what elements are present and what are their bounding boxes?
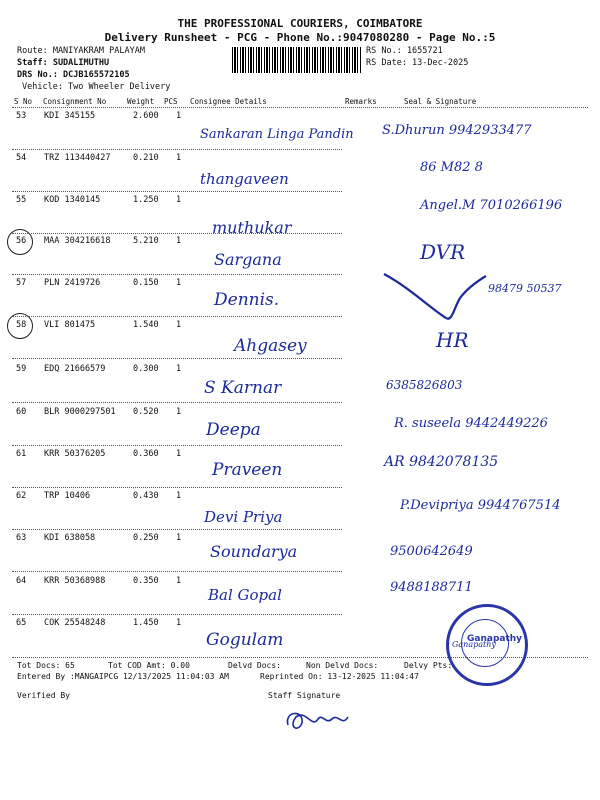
barcode-image <box>232 47 362 73</box>
consignee-handwriting: Soundarya <box>210 542 298 561</box>
row-divider <box>12 233 342 234</box>
col-weight: Weight <box>127 97 155 106</box>
row-divider <box>12 529 342 530</box>
total-cod: Tot COD Amt: 0.00 <box>108 661 190 670</box>
table-row <box>0 446 600 488</box>
col-remarks: Remarks <box>345 97 377 106</box>
consignment-number: COK 25548248 <box>44 618 106 628</box>
delivery-points: Delvy Pts: <box>404 661 453 670</box>
col-seal-signature: Seal & Signature <box>404 97 477 106</box>
signature-handwriting: 9500642649 <box>390 544 473 559</box>
table-row <box>0 573 600 615</box>
pieces-count: 1 <box>176 491 182 501</box>
pieces-count: 1 <box>176 111 182 121</box>
col-sno: S No <box>14 97 33 106</box>
consignment-number: EDQ 21666579 <box>44 364 106 374</box>
pieces-count: 1 <box>176 278 182 288</box>
staff-signature-scribble <box>282 705 354 735</box>
row-divider <box>12 402 342 403</box>
col-pcs: PCS <box>164 97 178 106</box>
runsheet-subtitle: Delivery Runsheet - PCG - Phone No.:9047080280 - Page No.:5 <box>104 31 496 44</box>
row-divider <box>12 487 342 488</box>
serial-number: 53 <box>16 111 27 121</box>
signature-handwriting: 98479 50537 <box>488 282 562 295</box>
table-row <box>0 233 600 275</box>
consignment-number: KDI 345155 <box>44 111 96 121</box>
signature-handwriting: P.Devipriya 9944767514 <box>400 498 561 513</box>
rs-date: RS Date: 13-Dec-2025 <box>366 58 469 68</box>
consignment-number: KRR 50376205 <box>44 449 106 459</box>
total-docs: Tot Docs: 65 <box>17 661 75 670</box>
consignee-handwriting: Dennis. <box>214 290 280 310</box>
serial-number: 62 <box>16 491 27 501</box>
signature-handwriting: 9488188711 <box>390 580 473 595</box>
row-divider <box>12 571 342 572</box>
weight-value: 0.350 <box>133 576 159 586</box>
consignment-number: KRR 50368988 <box>44 576 106 586</box>
row-divider <box>12 191 342 192</box>
consignee-handwriting: Sankaran Linga Pandin <box>200 127 354 142</box>
signature-handwriting: Angel.M 7010266196 <box>420 198 563 213</box>
consignee-handwriting: Sargana <box>214 250 282 269</box>
seal-text: Ganapathy <box>467 634 523 644</box>
consignment-number: BLR 9000297501 <box>44 407 116 417</box>
non-delivered-docs: Non Delvd Docs: <box>306 661 379 670</box>
staff-label: Staff: SUDALIMUTHU <box>17 58 110 68</box>
weight-value: 1.540 <box>133 320 159 330</box>
pieces-count: 1 <box>176 618 182 628</box>
consignee-handwriting: muthukar <box>212 218 292 237</box>
signature-handwriting: 86 M82 8 <box>420 160 483 175</box>
consignment-number: VLI 801475 <box>44 320 96 330</box>
signature-handwriting: AR 9842078135 <box>384 454 499 470</box>
weight-value: 0.150 <box>133 278 159 288</box>
serial-number: 64 <box>16 576 27 586</box>
consignee-handwriting: Gogulam <box>206 630 284 650</box>
row-divider <box>12 274 342 275</box>
table-row <box>0 361 600 403</box>
consignee-handwriting: S Karnar <box>204 378 282 398</box>
serial-number: 60 <box>16 407 27 417</box>
signature-handwriting: HR <box>436 328 469 352</box>
consignee-handwriting: Ahgasey <box>234 336 307 356</box>
pieces-count: 1 <box>176 576 182 586</box>
serial-number: 63 <box>16 533 27 543</box>
consignment-number: TRP 10406 <box>44 491 91 501</box>
drs-label: DRS No.: DCJB165572105 <box>17 70 130 80</box>
serial-number: 65 <box>16 618 27 628</box>
signature-handwriting: S.Dhurun 9942933477 <box>382 123 532 138</box>
serial-number: 58 <box>16 320 27 330</box>
row-divider <box>12 316 342 317</box>
signature-handwriting: R. suseela 9442449226 <box>394 416 548 431</box>
route-label: Route: MANIYAKRAM PALAYAM <box>17 46 145 56</box>
weight-value: 5.210 <box>133 236 159 246</box>
pieces-count: 1 <box>176 533 182 543</box>
signature-handwriting: DVR <box>420 240 466 264</box>
serial-number: 59 <box>16 364 27 374</box>
pieces-count: 1 <box>176 320 182 330</box>
consignment-number: KDI 638058 <box>44 533 96 543</box>
serial-number: 61 <box>16 449 27 459</box>
row-divider <box>12 358 342 359</box>
row-divider <box>12 445 342 446</box>
col-consignee: Consignee Details <box>190 97 267 106</box>
consignment-number: PLN 2419726 <box>44 278 101 288</box>
consignee-handwriting: Devi Priya <box>204 508 283 526</box>
consignment-number: TRZ 113440427 <box>44 153 111 163</box>
pieces-count: 1 <box>176 195 182 205</box>
weight-value: 1.450 <box>133 618 159 628</box>
serial-number: 56 <box>16 236 27 246</box>
serial-number: 57 <box>16 278 27 288</box>
row-divider <box>12 149 342 150</box>
table-row <box>0 150 600 192</box>
table-row <box>0 530 600 572</box>
verified-by: Verified By <box>17 691 70 700</box>
weight-value: 0.300 <box>133 364 159 374</box>
consignment-number: MAA 304216618 <box>44 236 111 246</box>
signature-tick-scribble <box>380 268 490 326</box>
weight-value: 0.210 <box>133 153 159 163</box>
reprinted-on: Reprinted On: 13-12-2025 11:04:47 <box>260 672 419 681</box>
weight-value: 1.250 <box>133 195 159 205</box>
weight-value: 0.430 <box>133 491 159 501</box>
weight-value: 0.250 <box>133 533 159 543</box>
signature-handwriting: Ganapathy <box>452 640 496 649</box>
consignment-number: KOD 1340145 <box>44 195 101 205</box>
weight-value: 2.600 <box>133 111 159 121</box>
serial-number: 55 <box>16 195 27 205</box>
signature-handwriting: 6385826803 <box>386 378 463 392</box>
entered-by: Entered By :MANGAIPCG 12/13/2025 11:04:03 AM <box>17 672 229 681</box>
vehicle-label: Vehicle: Two Wheeler Delivery <box>22 82 171 92</box>
consignee-handwriting: Praveen <box>212 460 283 480</box>
pieces-count: 1 <box>176 407 182 417</box>
col-consignment: Consignment No <box>43 97 107 106</box>
pieces-count: 1 <box>176 364 182 374</box>
weight-value: 0.520 <box>133 407 159 417</box>
staff-signature-label: Staff Signature <box>268 691 341 700</box>
pieces-count: 1 <box>176 236 182 246</box>
row-divider <box>12 614 342 615</box>
consignee-handwriting: thangaveen <box>200 170 289 188</box>
delivered-docs: Delvd Docs: <box>228 661 281 670</box>
company-title: THE PROFESSIONAL COURIERS, COIMBATORE <box>177 17 423 30</box>
consignee-handwriting: Deepa <box>206 420 261 440</box>
pieces-count: 1 <box>176 449 182 459</box>
rs-number: RS No.: 1655721 <box>366 46 443 56</box>
weight-value: 0.360 <box>133 449 159 459</box>
serial-number: 54 <box>16 153 27 163</box>
pieces-count: 1 <box>176 153 182 163</box>
consignee-handwriting: Bal Gopal <box>208 586 282 604</box>
